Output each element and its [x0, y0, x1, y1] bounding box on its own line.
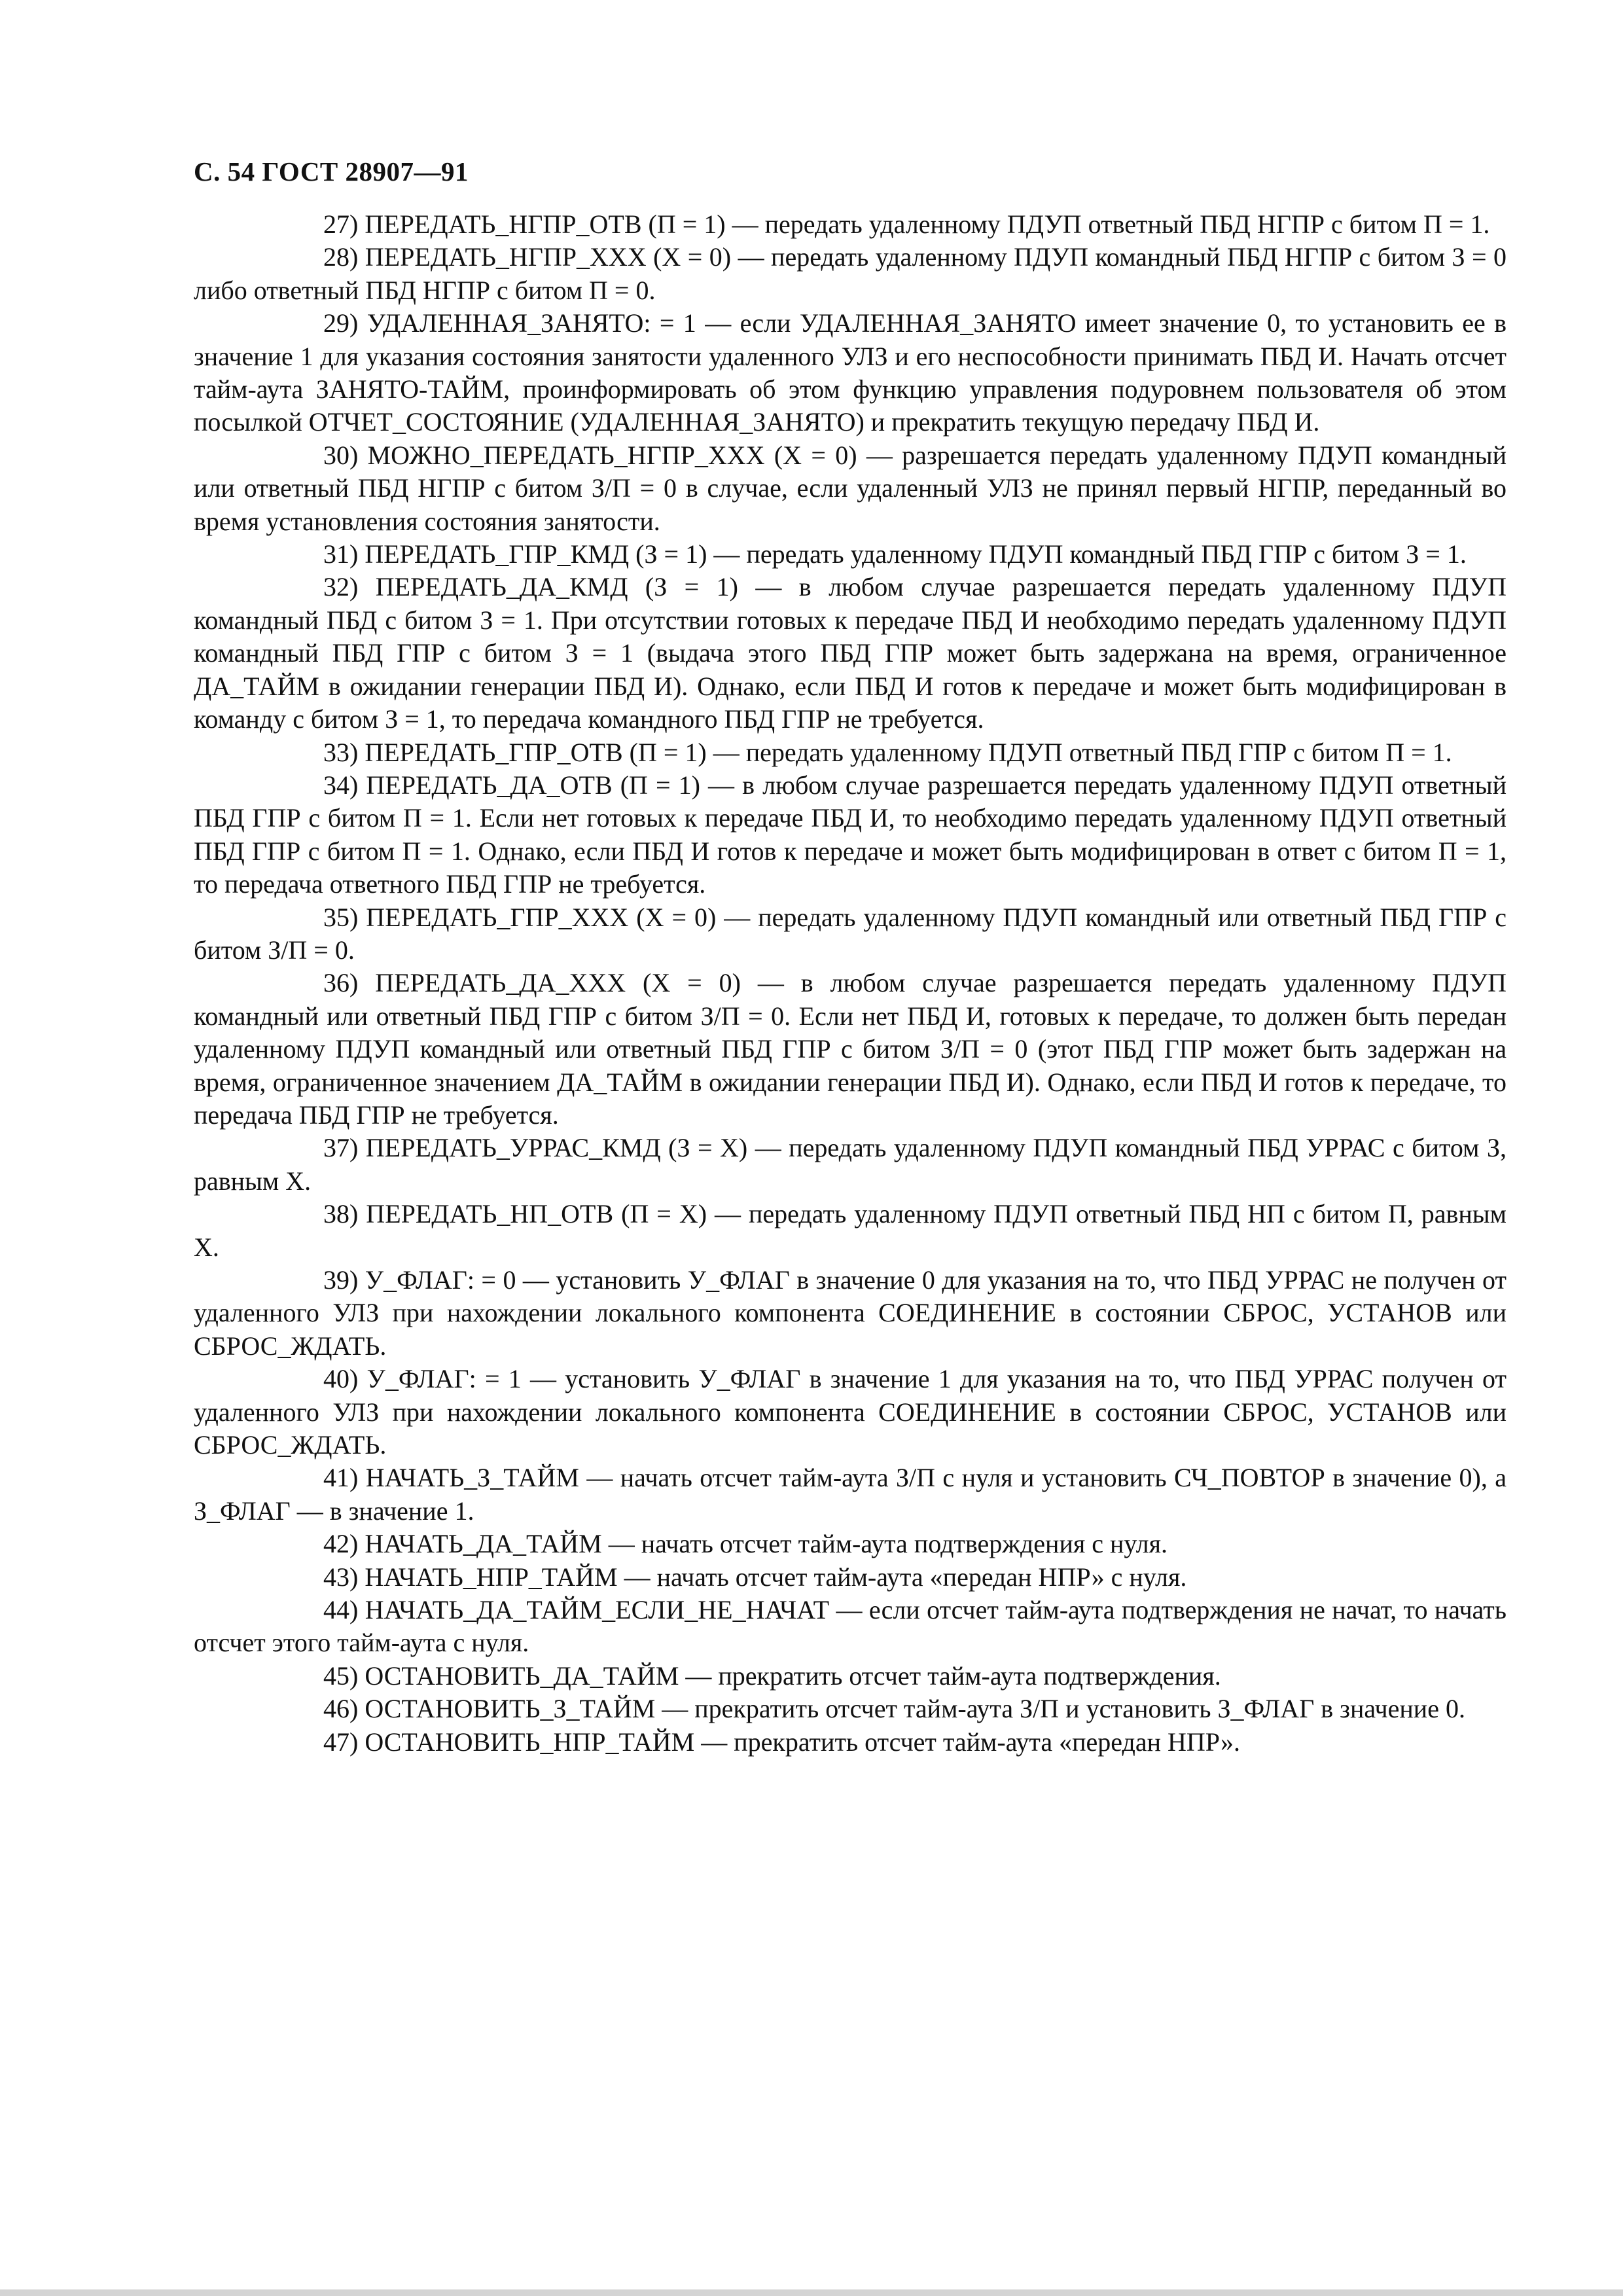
- list-item-29: 29) УДАЛЕННАЯ_ЗАНЯТО: = 1 — если УДАЛЕННАЯ_ЗАНЯТО имеет значение 0, то установить ее в значение 1 для указания состояния занятости удаленного УЛЗ и его неспособности принимать ПБД И. Начать отсчет тайм-аута ЗАНЯТО-ТАЙМ, проинформировать об этом функцию управления подуровнем пользователя об этом посылкой ОТЧЕТ_СОСТОЯНИЕ (УДАЛЕННАЯ_ЗАНЯТО) и прекратить текущую передачу ПБД И.: [194, 308, 1507, 437]
- list-item-44: 44) НАЧАТЬ_ДА_ТАЙМ_ЕСЛИ_НЕ_НАЧАТ — если отсчет тайм-аута подтверждения не начат, то начать отсчет этого тайм-аута с нуля.: [194, 1595, 1507, 1658]
- page-header: С. 54 ГОСТ 28907—91: [194, 156, 469, 187]
- list-item-31: 31) ПЕРЕДАТЬ_ГПР_КМД (З = 1) — передать удаленному ПДУП командный ПБД ГПР с битом З = 1.: [323, 539, 1467, 569]
- list-item-43: 43) НАЧАТЬ_НПР_ТАЙМ — начать отсчет тайм-аута «передан НПР» с нуля.: [323, 1562, 1187, 1592]
- list-item-46: 46) ОСТАНОВИТЬ_З_ТАЙМ — прекратить отсчет тайм-аута З/П и установить З_ФЛАГ в значение 0.: [323, 1694, 1465, 1724]
- list-item-37: 37) ПЕРЕДАТЬ_УРРАС_КМД (З = X) — передать удаленному ПДУП командный ПБД УРРАС с битом З, равным X.: [194, 1133, 1507, 1196]
- list-item-33: 33) ПЕРЕДАТЬ_ГПР_ОТВ (П = 1) — передать удаленному ПДУП ответный ПБД ГПР с битом П = 1.: [323, 737, 1452, 767]
- definition-list: [194, 208, 1507, 1759]
- document-page: [194, 148, 1507, 1759]
- list-item-47: 47) ОСТАНОВИТЬ_НПР_ТАЙМ — прекратить отсчет тайм-аута «передан НПР».: [323, 1727, 1241, 1757]
- list-item-36: 36) ПЕРЕДАТЬ_ДА_XXX (X = 0) — в любом случае разрешается передать удаленному ПДУП командный или ответный ПБД ГПР с битом З/П = 0. Если нет ПБД И, готовых к передаче, то должен быть передан удаленному ПДУП командный или ответный ПБД ГПР с битом З/П = 0 (этот ПБД ГПР может быть задержан на время, ограниченное значением ДА_ТАЙМ в ожидании генерации ПБД И). Однако, если ПБД И готов к передаче, то передача ПБД ГПР не требуется.: [194, 968, 1507, 1130]
- list-item-34: 34) ПЕРЕДАТЬ_ДА_ОТВ (П = 1) — в любом случае разрешается передать удаленному ПДУП ответный ПБД ГПР с битом П = 1. Если нет готовых к передаче ПБД И, то необходимо передать удаленному ПДУП ответный ПБД ГПР с битом П = 1. Однако, если ПБД И готов к передаче и может быть модифицирован в ответ с битом П = 1, то передача ответного ПБД ГПР не требуется.: [194, 770, 1507, 899]
- list-item-32: 32) ПЕРЕДАТЬ_ДА_КМД (З = 1) — в любом случае разрешается передать удаленному ПДУП командный ПБД с битом З = 1. При отсутствии готовых к передаче ПБД И необходимо передать удаленному ПДУП командный ПБД ГПР с битом З = 1 (выдача этого ПБД ГПР может быть задержана на время, ограниченное ДА_ТАЙМ в ожидании генерации ПБД И). Однако, если ПБД И готов к передаче и может быть модифицирован в команду с битом З = 1, то передача командного ПБД ГПР не требуется.: [194, 572, 1507, 734]
- list-item-45: 45) ОСТАНОВИТЬ_ДА_ТАЙМ — прекратить отсчет тайм-аута подтверждения.: [323, 1660, 1221, 1691]
- viewer-bottom-edge: [0, 2289, 1623, 2296]
- list-item-40: 40) У_ФЛАГ: = 1 — установить У_ФЛАГ в значение 1 для указания на то, что ПБД УРРАС получен от удаленного УЛЗ при нахождении локального компонента СОЕДИНЕНИЕ в состоянии СБРОС, УСТАНОВ или СБРОС_ЖДАТЬ.: [194, 1364, 1507, 1460]
- list-item-41: 41) НАЧАТЬ_З_ТАЙМ — начать отсчет тайм-аута З/П с нуля и установить СЧ_ПОВТОР в значение 0), а З_ФЛАГ — в значение 1.: [194, 1463, 1507, 1526]
- list-item-30: 30) МОЖНО_ПЕРЕДАТЬ_НГПР_XXX (X = 0) — разрешается передать удаленному ПДУП командный или ответный ПБД НГПР с битом З/П = 0 в случае, если удаленный УЛЗ не принял первый НГПР, переданный во время установления состояния занятости.: [194, 440, 1507, 536]
- list-item-38: 38) ПЕРЕДАТЬ_НП_ОТВ (П = X) — передать удаленному ПДУП ответный ПБД НП с битом П, равным X.: [194, 1199, 1507, 1262]
- list-item-39: 39) У_ФЛАГ: = 0 — установить У_ФЛАГ в значение 0 для указания на то, что ПБД УРРАС не получен от удаленного УЛЗ при нахождении локального компонента СОЕДИНЕНИЕ в состоянии СБРОС, УСТАНОВ или СБРОС_ЖДАТЬ.: [194, 1265, 1507, 1361]
- list-item-42: 42) НАЧАТЬ_ДА_ТАЙМ — начать отсчет тайм-аута подтверждения с нуля.: [323, 1529, 1168, 1559]
- list-item-35: 35) ПЕРЕДАТЬ_ГПР_XXX (X = 0) — передать удаленному ПДУП командный или ответный ПБД ГПР с битом З/П = 0.: [194, 902, 1507, 965]
- list-item-27: 27) ПЕРЕДАТЬ_НГПР_ОТВ (П = 1) — передать удаленному ПДУП ответный ПБД НГПР с битом П = 1.: [323, 209, 1490, 239]
- list-item-28: 28) ПЕРЕДАТЬ_НГПР_XXX (X = 0) — передать удаленному ПДУП командный ПБД НГПР с битом З = 0 либо ответный ПБД НГПР с битом П = 0.: [194, 242, 1507, 305]
